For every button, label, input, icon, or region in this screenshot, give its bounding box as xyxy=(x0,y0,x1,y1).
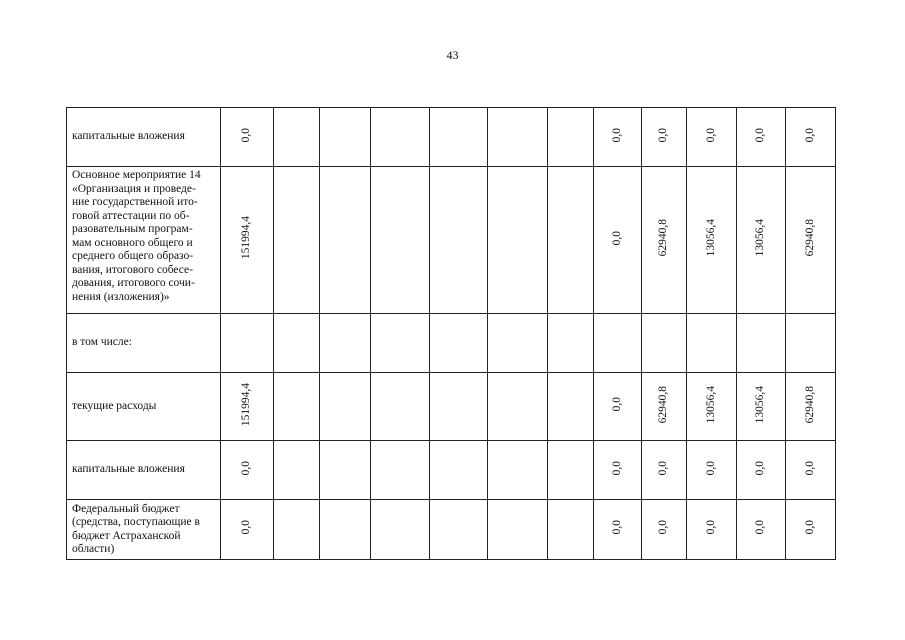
table-cell xyxy=(594,373,642,441)
row-label: капитальные вложения xyxy=(67,108,221,167)
table-cell xyxy=(221,167,274,314)
cell-value: 0,0 xyxy=(704,460,717,475)
cell-value: 0,0 xyxy=(610,460,623,475)
table-cell xyxy=(221,108,274,167)
row-label-line: Основное мероприятие 14 xyxy=(72,169,201,181)
table-cell xyxy=(687,373,737,441)
table-cell xyxy=(786,108,836,167)
row-label: в том числе: xyxy=(67,314,221,373)
table-cell xyxy=(430,314,488,373)
table-cell xyxy=(548,108,594,167)
row-label-line: Федеральный бюджет xyxy=(72,502,180,515)
table-cell xyxy=(786,373,836,441)
cell-value: 62940,8 xyxy=(657,219,670,257)
table-cell xyxy=(320,373,371,441)
budget-table xyxy=(66,107,836,560)
cell-value: 13056,4 xyxy=(704,219,717,257)
table-cell xyxy=(274,167,320,314)
table-cell xyxy=(786,500,836,560)
cell-value: 151994,4 xyxy=(240,382,253,426)
table-cell xyxy=(786,314,836,373)
table-cell xyxy=(687,314,737,373)
table-cell xyxy=(274,314,320,373)
cell-value: 0,0 xyxy=(704,520,717,535)
table-cell xyxy=(320,500,371,560)
table-cell xyxy=(737,314,786,373)
table-cell xyxy=(642,167,687,314)
cell-value: 0,0 xyxy=(754,520,767,535)
row-label xyxy=(67,167,221,314)
table-cell xyxy=(642,441,687,500)
table-cell xyxy=(737,373,786,441)
cell-value: 0,0 xyxy=(754,127,767,142)
table-cell xyxy=(371,108,430,167)
table-cell xyxy=(642,373,687,441)
page-number: 43 xyxy=(446,48,459,62)
row-label-line: нения (изложения)» xyxy=(72,290,170,303)
table-cell xyxy=(320,167,371,314)
row-label-line: бюджет Астраханской xyxy=(72,529,181,542)
row-label-line: (средства, поступающие в xyxy=(72,516,200,528)
cell-value: 0,0 xyxy=(240,460,253,475)
table-row xyxy=(67,314,836,373)
row-label-line: разовательным програм- xyxy=(72,223,193,235)
table-cell xyxy=(687,167,737,314)
table-cell xyxy=(737,167,786,314)
table-cell xyxy=(737,441,786,500)
table-cell xyxy=(488,500,548,560)
cell-value: 0,0 xyxy=(657,127,670,142)
cell-value: 0,0 xyxy=(803,520,816,535)
table-cell xyxy=(221,441,274,500)
table-cell xyxy=(320,108,371,167)
row-label-line: мам основного общего и xyxy=(72,236,193,249)
cell-value: 0,0 xyxy=(610,127,623,142)
table-cell xyxy=(221,314,274,373)
table-cell xyxy=(371,373,430,441)
table-cell xyxy=(320,441,371,500)
cell-value: 0,0 xyxy=(610,230,623,245)
table-cell xyxy=(274,108,320,167)
cell-value: 0,0 xyxy=(657,460,670,475)
cell-value: 151994,4 xyxy=(240,216,253,260)
table-cell xyxy=(687,441,737,500)
table-row xyxy=(67,373,836,441)
table-cell xyxy=(594,108,642,167)
table-cell xyxy=(786,441,836,500)
cell-value: 0,0 xyxy=(240,127,253,142)
row-label: капитальные вложения xyxy=(67,441,221,500)
table-cell xyxy=(488,314,548,373)
cell-value: 62940,8 xyxy=(657,385,670,423)
table-cell xyxy=(430,441,488,500)
cell-value: 62940,8 xyxy=(803,385,816,423)
row-label-line: вания, итогового собесе- xyxy=(72,263,193,276)
table-cell xyxy=(221,500,274,560)
table-cell xyxy=(221,373,274,441)
table-cell xyxy=(548,500,594,560)
table-cell xyxy=(274,373,320,441)
table-cell xyxy=(687,500,737,560)
row-label: текущие расходы xyxy=(67,373,221,441)
row-label-line: дования, итогового сочи- xyxy=(72,277,195,289)
cell-value: 0,0 xyxy=(704,127,717,142)
cell-value: 13056,4 xyxy=(754,385,767,423)
table-cell xyxy=(488,167,548,314)
table-cell xyxy=(594,314,642,373)
cell-value: 0,0 xyxy=(610,397,623,412)
row-label-line: ние государственной ито- xyxy=(72,196,198,208)
table-cell xyxy=(642,108,687,167)
table-cell xyxy=(430,167,488,314)
table-row xyxy=(67,441,836,500)
table-cell xyxy=(594,167,642,314)
cell-value: 0,0 xyxy=(803,127,816,142)
row-label xyxy=(67,500,221,560)
cell-value: 0,0 xyxy=(754,460,767,475)
table-cell xyxy=(594,500,642,560)
table-cell xyxy=(642,314,687,373)
cell-value: 13056,4 xyxy=(754,219,767,257)
table-cell xyxy=(737,108,786,167)
table-cell xyxy=(548,314,594,373)
table-cell xyxy=(371,167,430,314)
table-cell xyxy=(371,441,430,500)
cell-value: 0,0 xyxy=(610,520,623,535)
table-cell xyxy=(687,108,737,167)
table-cell xyxy=(488,441,548,500)
table-cell xyxy=(274,500,320,560)
row-label-line: говой аттестации по об- xyxy=(72,209,190,222)
table-cell xyxy=(548,441,594,500)
row-label-line: «Организация и проведе- xyxy=(72,182,196,195)
table-cell xyxy=(642,500,687,560)
table-cell xyxy=(737,500,786,560)
table-cell xyxy=(430,500,488,560)
table-cell xyxy=(371,314,430,373)
table-row xyxy=(67,500,836,560)
table-cell xyxy=(320,314,371,373)
cell-value: 0,0 xyxy=(240,520,253,535)
table-cell xyxy=(371,500,430,560)
cell-value: 62940,8 xyxy=(803,219,816,257)
cell-value: 0,0 xyxy=(803,460,816,475)
table-cell xyxy=(548,167,594,314)
table-cell xyxy=(786,167,836,314)
table-row xyxy=(67,167,836,314)
row-label-line: области) xyxy=(72,543,115,555)
row-label-line: среднего общего образо- xyxy=(72,250,194,262)
table-row xyxy=(67,108,836,167)
cell-value: 0,0 xyxy=(657,520,670,535)
table-cell xyxy=(430,108,488,167)
table-cell xyxy=(488,108,548,167)
table-cell xyxy=(274,441,320,500)
table-cell xyxy=(594,441,642,500)
table-cell xyxy=(430,373,488,441)
table-cell xyxy=(488,373,548,441)
table-cell xyxy=(548,373,594,441)
cell-value: 13056,4 xyxy=(704,385,717,423)
